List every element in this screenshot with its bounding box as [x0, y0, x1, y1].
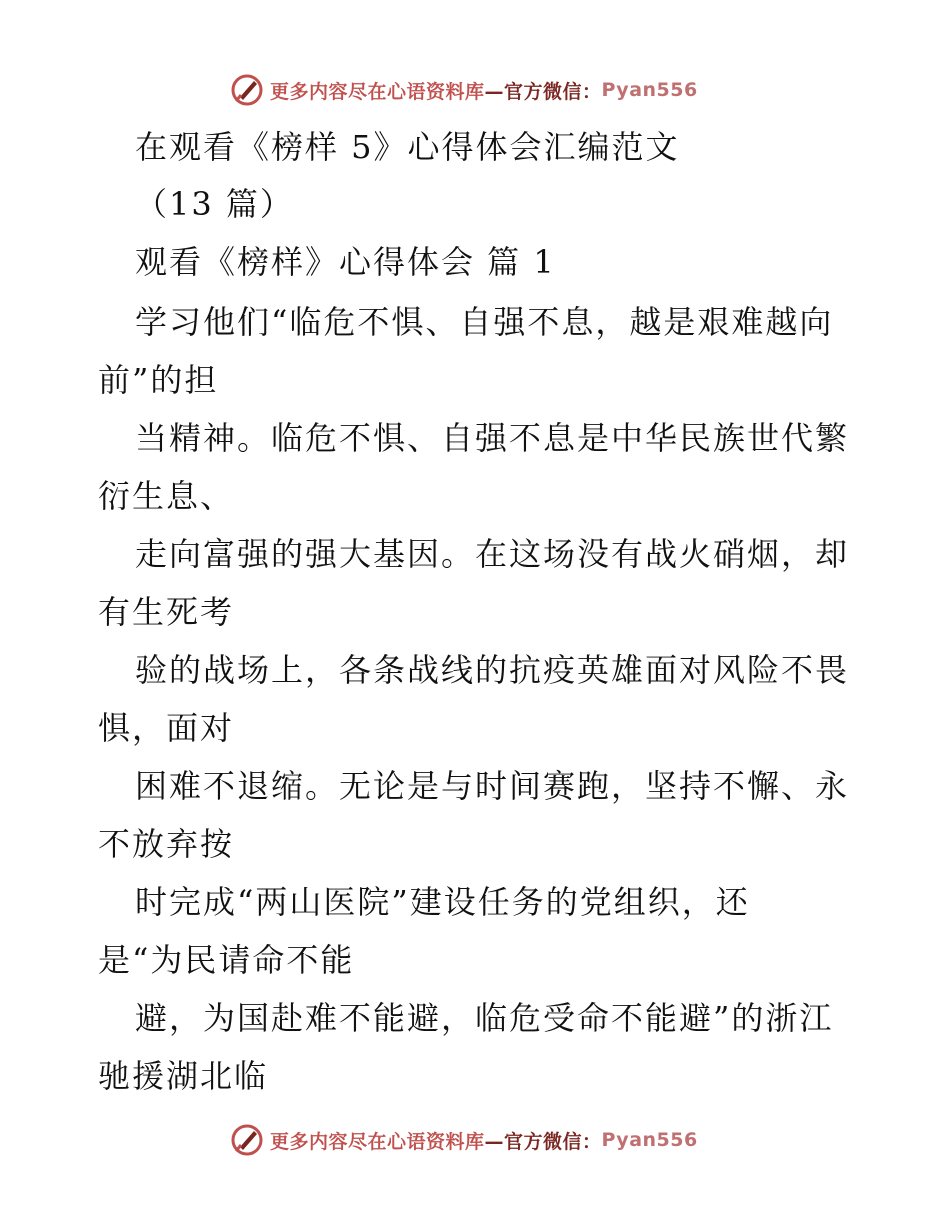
- banner-wechat-label: —官方微信：: [484, 80, 602, 103]
- text-line: 衍生息、: [98, 477, 235, 515]
- text-line: 当精神。临危不惧、自强不息是中华民族世代繁: [135, 419, 850, 457]
- text-line: 不放弃按: [98, 825, 235, 863]
- text-line: 有生死考: [98, 593, 235, 631]
- text-line: 惧，面对: [98, 709, 235, 747]
- document-title: 在观看《榜样 5》心得体会汇编范文: [135, 128, 680, 166]
- banner-site-name: 更多内容尽在心语资料库: [270, 80, 485, 103]
- text-line: 前”的担: [98, 361, 219, 399]
- quill-logo-icon: [230, 1123, 264, 1157]
- document-subtitle: （13 篇）: [135, 185, 294, 223]
- text-line: 学习他们“临危不惧、自强不息，越是艰难越向: [135, 303, 834, 341]
- text-line: 验的战场上，各条战线的抗疫英雄面对风险不畏: [135, 651, 850, 689]
- section-heading: 观看《榜样》心得体会 篇 1: [135, 243, 556, 281]
- banner-wechat-label: —官方微信：: [484, 1130, 602, 1153]
- banner-wechat-id: Pyan556: [601, 1129, 698, 1151]
- text-line: 走向富强的强大基因。在这场没有战火硝烟，却: [135, 535, 850, 573]
- banner-site-name: 更多内容尽在心语资料库: [270, 1130, 485, 1153]
- text-line: 时完成“两山医院”建设任务的党组织，还: [135, 883, 750, 921]
- footer-banner: [230, 1120, 698, 1160]
- text-line: 避，为国赴难不能避，临危受命不能避”的浙江: [135, 999, 834, 1037]
- text-line: 是“为民请命不能: [98, 941, 355, 979]
- text-line: 困难不退缩。无论是与时间赛跑，坚持不懈、永: [135, 767, 850, 805]
- text-line: 驰援湖北临: [98, 1057, 269, 1095]
- banner-wechat-id: Pyan556: [601, 79, 698, 101]
